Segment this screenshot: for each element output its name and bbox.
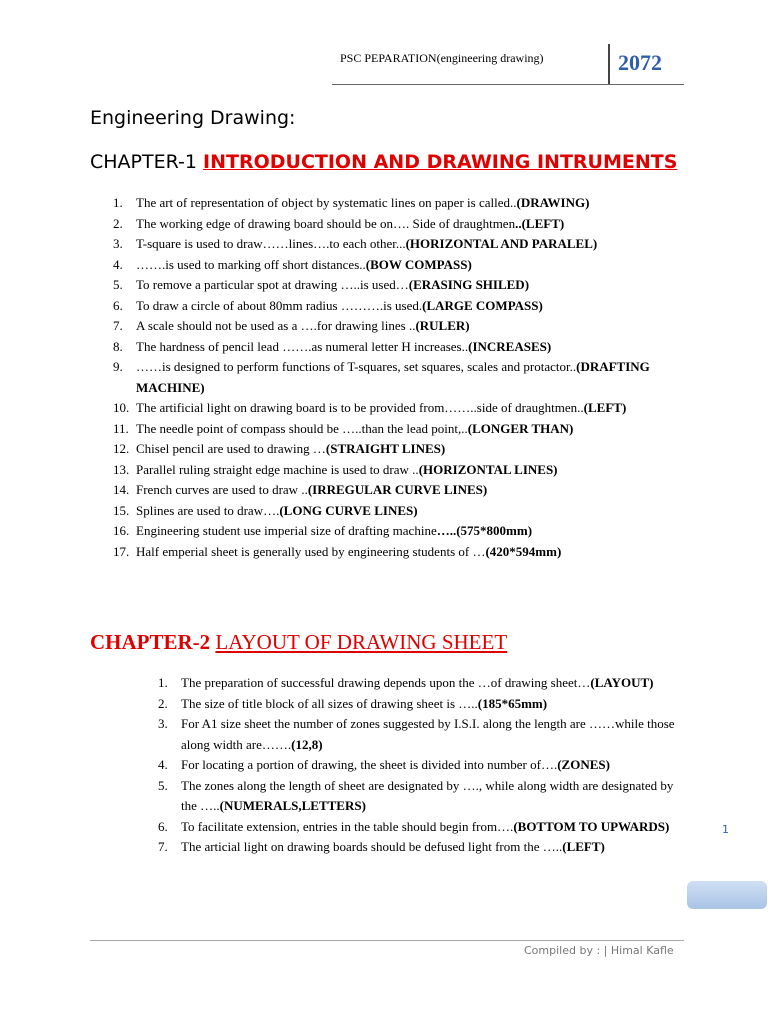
page-number: 1	[722, 823, 729, 836]
question-item	[113, 275, 696, 296]
question-text: To remove a particular spot at drawing …..is used…	[136, 277, 409, 292]
question-answer: (ZONES)	[557, 757, 610, 772]
chapter2-heading	[90, 630, 507, 655]
question-answer: (BOTTOM TO UPWARDS)	[513, 818, 670, 834]
question-item	[113, 521, 696, 542]
question-item	[113, 214, 696, 235]
question-answer: …..(575*800mm)	[436, 523, 533, 538]
question-item	[113, 337, 696, 358]
question-answer: (HORIZONTAL LINES)	[418, 461, 558, 477]
question-answer: (LEFT)	[562, 839, 605, 854]
question-text: The needle point of compass should be …..than the lead point,..	[136, 420, 468, 436]
page-corner-decoration	[687, 881, 767, 909]
question-number: 7.	[158, 839, 168, 854]
question-number: 4.	[158, 757, 168, 772]
question-answer: (LONGER THAN)	[467, 420, 574, 436]
question-text: For locating a portion of drawing, the sheet is divided into number of….	[181, 757, 558, 772]
question-item	[113, 501, 696, 522]
question-answer: (LONG CURVE LINES)	[279, 502, 418, 518]
question-number: 10.	[113, 400, 130, 415]
question-text: The artificial light on drawing board is to be provided from……..side of draughtmen..	[136, 400, 584, 415]
question-item	[113, 296, 696, 317]
chapter1-title: INTRODUCTION AND DRAWING INTRUMENTS	[203, 151, 678, 173]
question-item	[158, 694, 681, 715]
question-text: The zones along the length of sheet are designated by …., while along width are designated by the …..	[181, 777, 674, 813]
question-text: To facilitate extension, entries in the table should begin from….	[181, 818, 514, 834]
question-text: …….is used to marking off short distances..	[136, 256, 366, 272]
question-text: Chisel pencil are used to drawing …	[136, 441, 326, 456]
question-text: Half emperial sheet is generally used by engineering students of …	[136, 543, 486, 559]
question-number: 6.	[113, 297, 123, 313]
question-text: The art of representation of object by systematic lines on paper is called..	[136, 195, 517, 210]
question-answer: (DRAWING)	[516, 195, 590, 210]
question-answer: (HORIZONTAL AND PARALEL)	[405, 236, 598, 251]
question-number: 13.	[113, 461, 130, 477]
header-divider	[608, 44, 610, 84]
chapter2-prefix: CHAPTER-2	[90, 630, 216, 654]
header-rule	[332, 84, 684, 85]
question-text: ……is designed to perform functions of T-squares, set squares, scales and protactor..	[136, 359, 577, 374]
question-number: 8.	[113, 338, 123, 354]
question-item	[113, 255, 696, 276]
chapter2-title: LAYOUT OF DRAWING SHEET	[215, 630, 508, 654]
question-number: 3.	[113, 236, 123, 251]
question-item	[113, 419, 696, 440]
question-text: The hardness of pencil lead …….as numeral letter H increases..	[136, 338, 469, 354]
question-item	[113, 357, 696, 398]
question-answer: (IRREGULAR CURVE LINES)	[307, 482, 488, 497]
question-text: A scale should not be used as a ….for drawing lines ..	[136, 318, 416, 333]
question-text: T-square is used to draw……lines….to each other...	[136, 236, 406, 251]
question-text: The working edge of drawing board should be on…. Side of draughtmen	[136, 215, 516, 231]
question-answer: (NUMERALS,LETTERS)	[219, 798, 366, 813]
question-item	[158, 673, 681, 694]
question-number: 9.	[113, 359, 123, 374]
question-text: The articial light on drawing boards should be defused light from the …..	[181, 839, 563, 854]
header-text: PSC PEPARATION(engineering drawing)	[340, 51, 544, 65]
document-title: Engineering Drawing:	[90, 107, 296, 129]
question-item	[158, 776, 681, 817]
question-number: 16.	[113, 523, 130, 538]
chapter1-prefix: CHAPTER-1	[90, 151, 204, 173]
question-number: 1.	[158, 675, 168, 690]
question-answer: (LAYOUT)	[590, 675, 654, 690]
question-item	[158, 817, 681, 838]
question-answer: ..(LEFT)	[515, 215, 565, 231]
question-number: 3.	[158, 716, 168, 731]
question-number: 11.	[113, 420, 129, 436]
question-text: The preparation of successful drawing depends upon the …of drawing sheet…	[181, 675, 591, 690]
question-item	[113, 460, 696, 481]
footer-text: Compiled by : | Himal Kafle	[524, 944, 674, 957]
question-answer: (12,8)	[291, 736, 323, 752]
question-answer: (185*65mm)	[477, 695, 548, 711]
question-text: French curves are used to draw ..	[136, 482, 308, 497]
question-answer: (STRAIGHT LINES)	[325, 441, 446, 456]
question-number: 12.	[113, 441, 130, 456]
question-number: 17.	[113, 543, 130, 559]
question-item	[158, 714, 681, 755]
question-number: 5.	[113, 277, 123, 292]
chapter1-question-list	[113, 193, 696, 562]
question-text: The size of title block of all sizes of drawing sheet is …..	[181, 695, 478, 711]
question-number: 14.	[113, 482, 130, 497]
question-number: 7.	[113, 318, 123, 333]
question-item	[113, 439, 696, 460]
question-answer: (LEFT)	[583, 400, 627, 415]
question-text: For A1 size sheet the number of zones suggested by I.S.I. along the length are ……while those along width are…….	[181, 716, 675, 752]
question-answer: (BOW COMPASS)	[365, 256, 472, 272]
question-item	[113, 316, 696, 337]
chapter1-heading	[90, 151, 677, 173]
question-text: Parallel ruling straight edge machine is used to draw ..	[136, 461, 419, 477]
question-answer: (ERASING SHILED)	[408, 277, 530, 292]
question-answer: (RULER)	[415, 318, 470, 333]
question-answer: (DRAFTING MACHINE)	[136, 359, 650, 395]
question-number: 5.	[158, 777, 168, 793]
question-number: 6.	[158, 818, 168, 834]
question-text: Splines are used to draw….	[136, 502, 280, 518]
question-text: To draw a circle of about 80mm radius ……….is used.	[136, 297, 423, 313]
question-item	[113, 193, 696, 214]
question-item	[113, 480, 696, 501]
question-answer: (LARGE COMPASS)	[422, 297, 543, 313]
question-number: 2.	[158, 695, 168, 711]
question-item	[113, 398, 696, 419]
chapter2-question-list	[158, 673, 681, 858]
question-number: 2.	[113, 215, 123, 231]
question-number: 4.	[113, 256, 123, 272]
question-item	[158, 837, 681, 858]
question-text: Engineering student use imperial size of drafting machine	[136, 523, 437, 538]
question-answer: (INCREASES)	[468, 338, 552, 354]
header-year: 2072	[618, 50, 662, 75]
question-item	[158, 755, 681, 776]
question-number: 15.	[113, 502, 130, 518]
question-number: 1.	[113, 195, 123, 210]
footer-rule	[90, 940, 684, 941]
question-item	[113, 542, 696, 563]
question-item	[113, 234, 696, 255]
question-answer: (420*594mm)	[485, 543, 562, 559]
